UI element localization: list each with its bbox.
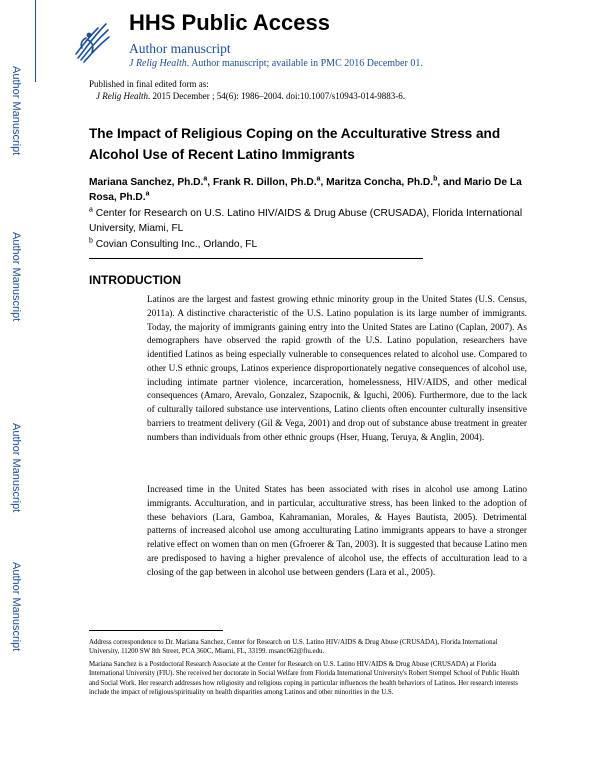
- affiliation-b: [89, 237, 529, 252]
- author-separator: , and: [437, 177, 464, 188]
- availability-text: . Author manuscript; available in PMC 2016 December 01.: [186, 58, 423, 69]
- author-affiliation-mark: a: [145, 190, 150, 198]
- published-in-label: Published in final edited form as:: [89, 79, 209, 89]
- journal-availability-line: [129, 58, 423, 69]
- author-name: Mario De La Rosa, Ph.D.: [89, 177, 522, 203]
- citation-text: . 2015 December ; 54(6): 1986–2004. doi:10.1007/s10943-014-9883-6.: [147, 91, 405, 101]
- hhs-public-access-title: HHS Public Access: [129, 10, 330, 35]
- sidebar-label-author-manuscript: Author Manuscript: [10, 562, 22, 652]
- author-name: Frank R. Dillon, Ph.D.: [212, 177, 317, 188]
- affiliation-text: Center for Research on U.S. Latino HIV/AIDS & Drug Abuse (CRUSADA), Florida International University, Miami, FL: [89, 208, 523, 234]
- author-manuscript-label: Author manuscript: [129, 41, 231, 56]
- journal-abbrev: J Relig Health: [96, 91, 148, 101]
- sidebar-label-author-manuscript: Author Manuscript: [10, 232, 22, 322]
- author-separator: ,: [320, 177, 327, 188]
- author-name: Maritza Concha, Ph.D.: [326, 177, 434, 188]
- author-affiliation-mark: b: [433, 175, 438, 183]
- article-title: The Impact of Religious Coping on the Acculturative Stress and Alcohol Use of Recent Latino Immigrants: [89, 126, 501, 162]
- body-paragraph: Increased time in the United States has been associated with rises in alcohol use among Latino immigrants. Acculturation, and in particular, acculturative stress, has been linked to the adoption of these behaviors (Lara, Gamboa, Kahramanian, Morales, & Hayes Bautista, 2005). Detrimental patterns of increased alcohol use among acculturating Latino immigrants appears to have a stronger relative effect on women than on men (Gfroerer & Tan, 2003). It is suggested that because Latino men are predisposed to having a higher prevalence of alcohol use, the effects of acculturation lead to a closing of the gap between in alcohol use between genders (Lara et al., 2005).: [147, 485, 527, 578]
- affiliation-mark: b: [89, 237, 93, 245]
- affiliation-a: [89, 206, 529, 236]
- hhs-eagle-logo-icon: [72, 18, 112, 66]
- sidebar-label-author-manuscript: Author Manuscript: [10, 66, 22, 156]
- author-name: Mariana Sanchez, Ph.D.: [89, 177, 204, 188]
- author-list: [89, 175, 534, 205]
- footnote-rule: [89, 630, 223, 631]
- header-divider-line: [35, 0, 36, 82]
- journal-abbrev: J Relig Health: [129, 58, 187, 69]
- body-paragraph: Latinos are the largest and fastest growing ethnic minority group in the United States (U.S. Census, 2011a). A distinctive characteristic of the U.S. Latino population is its large number of immigrants. Today, the majority of immigrants gaining entry into the United States are Latino (Caplan, 2007). As demographers have observed the rapid growth of the U.S. Latino population, researchers have identified Latinos as being especially vulnerable to consequences related to alcohol use. Compared to other U.S ethnic groups, Latinos experience disproportionately negative consequences of alcohol use, including intimate partner violence, incarceration, homelessness, HIV/AIDS, and other medical consequences (Amaro, Arevalo, Gonzalez, Szapocnik, & Iguchi, 2006). Furthermore, due to the lack of culturally tailored substance use interventions, Latino clients often encounter culturally insensitive barriers to treatment delivery (Gil & Vega, 2001) and drop out of substance abuse treatment in greater numbers than individuals from other ethnic groups (Hser, Huang, Teruya, & Anglin, 2004).: [147, 295, 527, 443]
- sidebar-label-author-manuscript: Author Manuscript: [10, 423, 22, 513]
- footnote-correspondence: Address correspondence to Dr. Mariana Sanchez, Center for Research on U.S. Latino HIV/AIDS & Drug Abuse (CRUSADA), Florida International University, 11200 SW 8th Street, PCA 360C, Miami, FL, 33199. msanc062@fiu.edu.: [89, 639, 498, 656]
- author-affiliation-mark: a: [203, 175, 208, 183]
- author-separator: ,: [207, 177, 213, 188]
- section-separator: [89, 258, 423, 259]
- affiliation-text: Covian Consulting Inc., Orlando, FL: [95, 239, 258, 250]
- footnote-author-bio: Mariana Sanchez is a Postdoctoral Research Associate at the Center for Research on U.S. Latino HIV/AIDS & Drug Abuse (CRUSADA) at Florida International University (FIU). She received her doctorate in Social Welfare from Florida International University's Robert Stempel School of Public Health and Social Work. Her research addresses how religiosity and religious coping in particular influences the health behaviors of Latinos. Her research interests include the impact of religious/spirituality on health disparities among Latinos and other minorities in the U.S.: [89, 661, 520, 697]
- affiliation-mark: a: [89, 206, 93, 214]
- author-affiliation-mark: a: [316, 175, 321, 183]
- section-heading-introduction: INTRODUCTION: [89, 273, 181, 287]
- publication-citation: [96, 91, 405, 101]
